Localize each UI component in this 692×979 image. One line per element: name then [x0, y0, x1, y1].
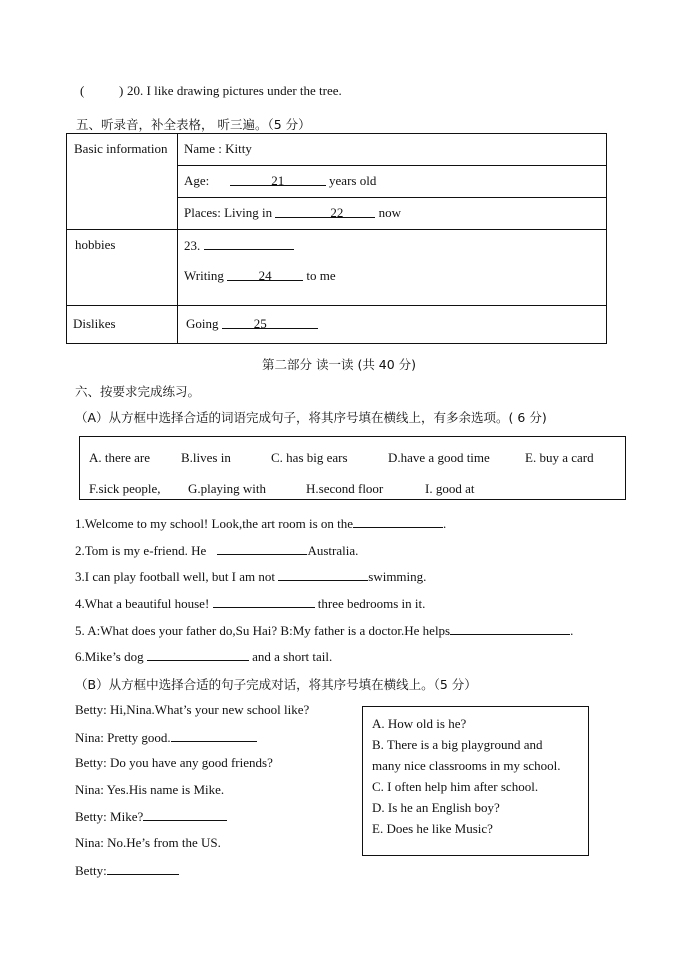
word-option-h: H.second floor — [306, 481, 384, 496]
hobby-24-prefix: Writing — [184, 268, 224, 283]
sentence-4-blank[interactable] — [213, 595, 315, 608]
places-suffix: now — [378, 205, 401, 220]
dislike-25-blank[interactable] — [222, 316, 318, 329]
sentence-6 — [75, 648, 332, 665]
sentence-2-text-b: Australia. — [307, 543, 359, 558]
word-option-i: I. good at — [425, 481, 475, 496]
sentence-2 — [75, 542, 358, 559]
sentence-3-blank[interactable] — [278, 568, 368, 581]
age-prefix: Age: — [184, 173, 210, 188]
section6-b-title: （B）从方框中选择合适的句子完成对话，将其序号填在横线上。（5 分） — [75, 677, 477, 692]
dislikes-cell — [178, 306, 607, 344]
sentence-3 — [75, 568, 426, 585]
basic-info-label: Basic information — [74, 141, 168, 156]
age-number: 21 — [271, 173, 285, 188]
sentence-6-blank[interactable] — [147, 648, 249, 661]
sentence-option-e: E. Does he like Music? — [372, 821, 493, 836]
sentence-6-text-a: 6.Mike’s dog — [75, 649, 144, 664]
part2-title: 第二部分 读一读 (共 40 分) — [262, 357, 417, 372]
word-option-b: B.lives in — [181, 450, 231, 465]
age-cell — [178, 166, 607, 198]
basic-info-cell — [67, 134, 178, 230]
places-blank[interactable] — [275, 205, 375, 218]
sentence-option-b-cont: many nice classrooms in my school. — [372, 758, 561, 773]
dialog-line-7-text: Betty: — [75, 863, 107, 878]
word-option-g: G.playing with — [188, 481, 266, 496]
question-20: 20. I like drawing pictures under the tree. — [127, 83, 342, 98]
sentence-2-text-a: 2.Tom is my e-friend. He — [75, 543, 207, 558]
name-text: Name : Kitty — [184, 141, 252, 156]
places-number: 22 — [330, 205, 344, 220]
word-option-f: F.sick people, — [89, 481, 161, 496]
places-cell — [178, 198, 607, 230]
dialog-blank-1[interactable] — [171, 729, 257, 742]
sentence-5: 5. A:What does your father do,Su Hai? B:My father is a doctor.He helps . — [75, 623, 574, 638]
hobbies-cell — [178, 230, 607, 306]
sentence-1-blank[interactable] — [353, 515, 443, 528]
dislikes-label-cell — [67, 306, 178, 344]
name-cell — [178, 134, 607, 166]
dislikes-label: Dislikes — [73, 316, 116, 331]
dialog-line-1: Betty: Hi,Nina.What’s your new school like? — [75, 702, 310, 717]
places-prefix: Places: Living in — [184, 205, 273, 220]
age-suffix: years old — [329, 173, 377, 188]
dialog-line-6: Nina: No.He’s from the US. — [75, 835, 221, 850]
sentence-4-text-b: three bedrooms in it. — [317, 596, 426, 611]
section6-title: 六、按要求完成练习。 — [75, 384, 201, 399]
section5-title: 五、听录音，补全表格， 听三遍。（5 分） — [76, 117, 311, 132]
word-option-a: A. there are — [89, 450, 150, 465]
dialog-line-2-text: Nina: Pretty good. — [75, 730, 171, 745]
sentence-5-blank[interactable] — [450, 622, 570, 635]
sentence-3-text-a: 3.I can play football well, but I am not — [75, 569, 276, 584]
hobby-23-number: 23. — [184, 238, 201, 253]
sentence-option-b: B. There is a big playground and — [372, 737, 543, 752]
section6-a-title: （A）从方框中选择合适的词语完成句子，将其序号填在横线上，有多余选项。( 6 分) — [75, 410, 547, 425]
dialog-line-5 — [75, 808, 227, 825]
word-option-d: D.have a good time — [388, 450, 490, 465]
dialog-line-7 — [75, 862, 179, 879]
sentence-6-text-b: and a short tail. — [252, 649, 333, 664]
hobby-24-suffix: to me — [306, 268, 336, 283]
dislike-25-prefix: Going — [186, 316, 219, 331]
answer-paren-close: ) — [119, 83, 124, 98]
hobby-24-blank[interactable] — [227, 268, 303, 281]
dislike-25-number: 25 — [253, 316, 267, 331]
hobby-24-number: 24 — [258, 268, 272, 283]
sentence-4 — [75, 595, 425, 612]
hobby-23-blank[interactable] — [204, 237, 294, 250]
sentence-option-c: C. I often help him after school. — [372, 779, 539, 794]
answer-paren-open: ( — [80, 83, 85, 98]
sentence-2-blank[interactable] — [217, 542, 307, 555]
dialog-blank-3[interactable] — [107, 862, 179, 875]
sentence-option-a: A. How old is he? — [372, 716, 467, 731]
hobbies-label-cell — [67, 230, 178, 306]
dialog-blank-2[interactable] — [143, 808, 227, 821]
age-blank[interactable] — [230, 173, 326, 186]
word-option-e: E. buy a card — [525, 450, 594, 465]
sentence-5-text: 5. A:What does your father do,Su Hai? B:My father is a doctor.He helps — [75, 623, 451, 638]
hobbies-label: hobbies — [75, 237, 116, 252]
dialog-line-5-text: Betty: Mike? — [75, 809, 144, 824]
info-table — [66, 133, 607, 344]
sentence-4-text-a: 4.What a beautiful house! — [75, 596, 210, 611]
dialog-line-4: Nina: Yes.His name is Mike. — [75, 782, 225, 797]
sentence-1: 1.Welcome to my school! Look,the art room is on the . — [75, 516, 447, 531]
dialog-line-3: Betty: Do you have any good friends? — [75, 755, 273, 770]
sentence-1-text: 1.Welcome to my school! Look,the art room is on the — [75, 516, 354, 531]
sentence-3-text-b: swimming. — [368, 569, 427, 584]
sentence-option-d: D. Is he an English boy? — [372, 800, 500, 815]
dialog-line-2 — [75, 729, 257, 746]
word-option-c: C. has big ears — [271, 450, 348, 465]
